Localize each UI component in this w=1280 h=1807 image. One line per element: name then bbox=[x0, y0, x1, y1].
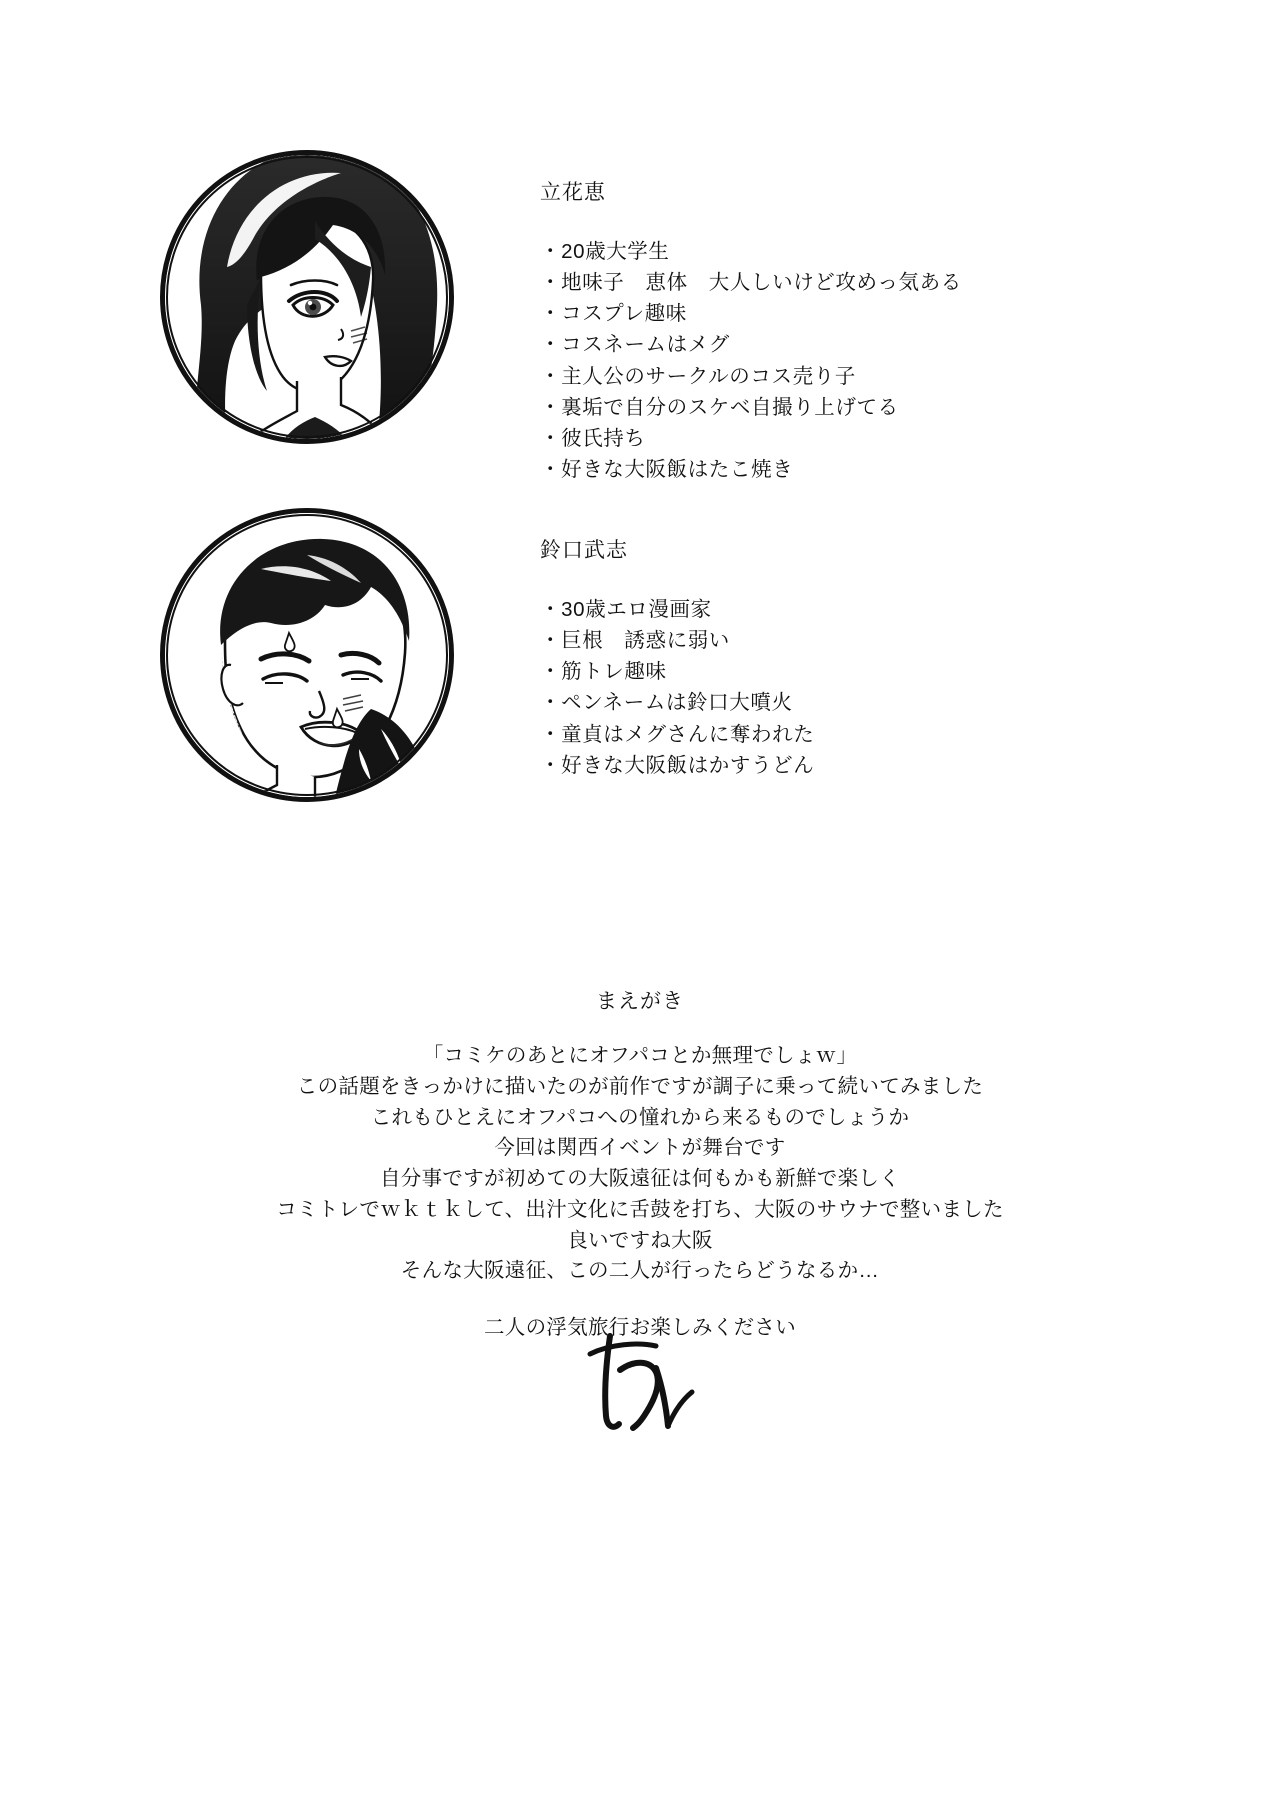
list-item: ・ペンネームは鈴口大噴火 bbox=[540, 691, 793, 715]
list-item: ・筋トレ趣味 bbox=[540, 660, 667, 684]
preface-line: 良いですね大阪 bbox=[567, 1228, 713, 1252]
list-item: ・好きな大阪飯はかすうどん bbox=[540, 753, 815, 777]
preface-line: そんな大阪遠征、この二人が行ったらどうなるか… bbox=[400, 1259, 880, 1283]
preface-section bbox=[0, 985, 1280, 1344]
preface-line: この話題をきっかけに描いたのが前作ですが調子に乗って続いてみました bbox=[296, 1074, 984, 1098]
character-name: 立花恵 bbox=[540, 181, 606, 204]
male-character-portrait-icon bbox=[160, 508, 454, 802]
list-item: ・30歳エロ漫画家 bbox=[540, 598, 712, 621]
list-item: ・20歳大学生 bbox=[540, 240, 670, 263]
preface-title: まえがき bbox=[596, 990, 684, 1013]
character-profile-female bbox=[160, 150, 962, 485]
character-info-female bbox=[540, 150, 962, 485]
artist-signature bbox=[0, 1330, 1280, 1445]
list-item: ・主人公のサークルのコス売り子 bbox=[540, 364, 856, 388]
preface-line: 今回は関西イベントが舞台です bbox=[494, 1136, 786, 1160]
list-item: ・童貞はメグさんに奪われた bbox=[540, 722, 815, 746]
list-item: ・裏垢で自分のスケベ自撮り上げてる bbox=[540, 395, 899, 419]
list-item: ・彼氏持ち bbox=[540, 426, 646, 450]
character-name: 鈴口武志 bbox=[540, 539, 628, 562]
character-info-male bbox=[540, 508, 814, 781]
list-item: ・コスプレ趣味 bbox=[540, 302, 687, 326]
preface-line: コミトレでｗｋｔｋして、出汁文化に舌鼓を打ち、大阪のサウナで整いました bbox=[276, 1197, 1004, 1221]
preface-closing-line: 二人の浮気旅行お楽しみください bbox=[484, 1316, 796, 1339]
list-item: ・コスネームはメグ bbox=[540, 333, 730, 357]
preface-line: 「コミケのあとにオフパコとか無理でしょｗ」 bbox=[422, 1044, 858, 1067]
spacer bbox=[0, 1287, 1280, 1313]
list-item: ・好きな大阪飯はたこ焼き bbox=[540, 458, 794, 482]
character-profile-male bbox=[160, 508, 814, 802]
preface-line: これもひとえにオフパコへの憧れから来るものでしょうか bbox=[370, 1105, 910, 1129]
list-item: ・地味子 恵体 大人しいけど攻めっ気ある bbox=[540, 271, 962, 295]
preface-line: 自分事ですが初めての大阪遠征は何もかも新鮮で楽しく bbox=[380, 1167, 900, 1190]
list-item: ・巨根 誘惑に弱い bbox=[540, 629, 730, 653]
female-character-portrait-icon bbox=[160, 150, 454, 444]
character-trait-list bbox=[540, 594, 814, 781]
character-trait-list bbox=[540, 236, 962, 485]
